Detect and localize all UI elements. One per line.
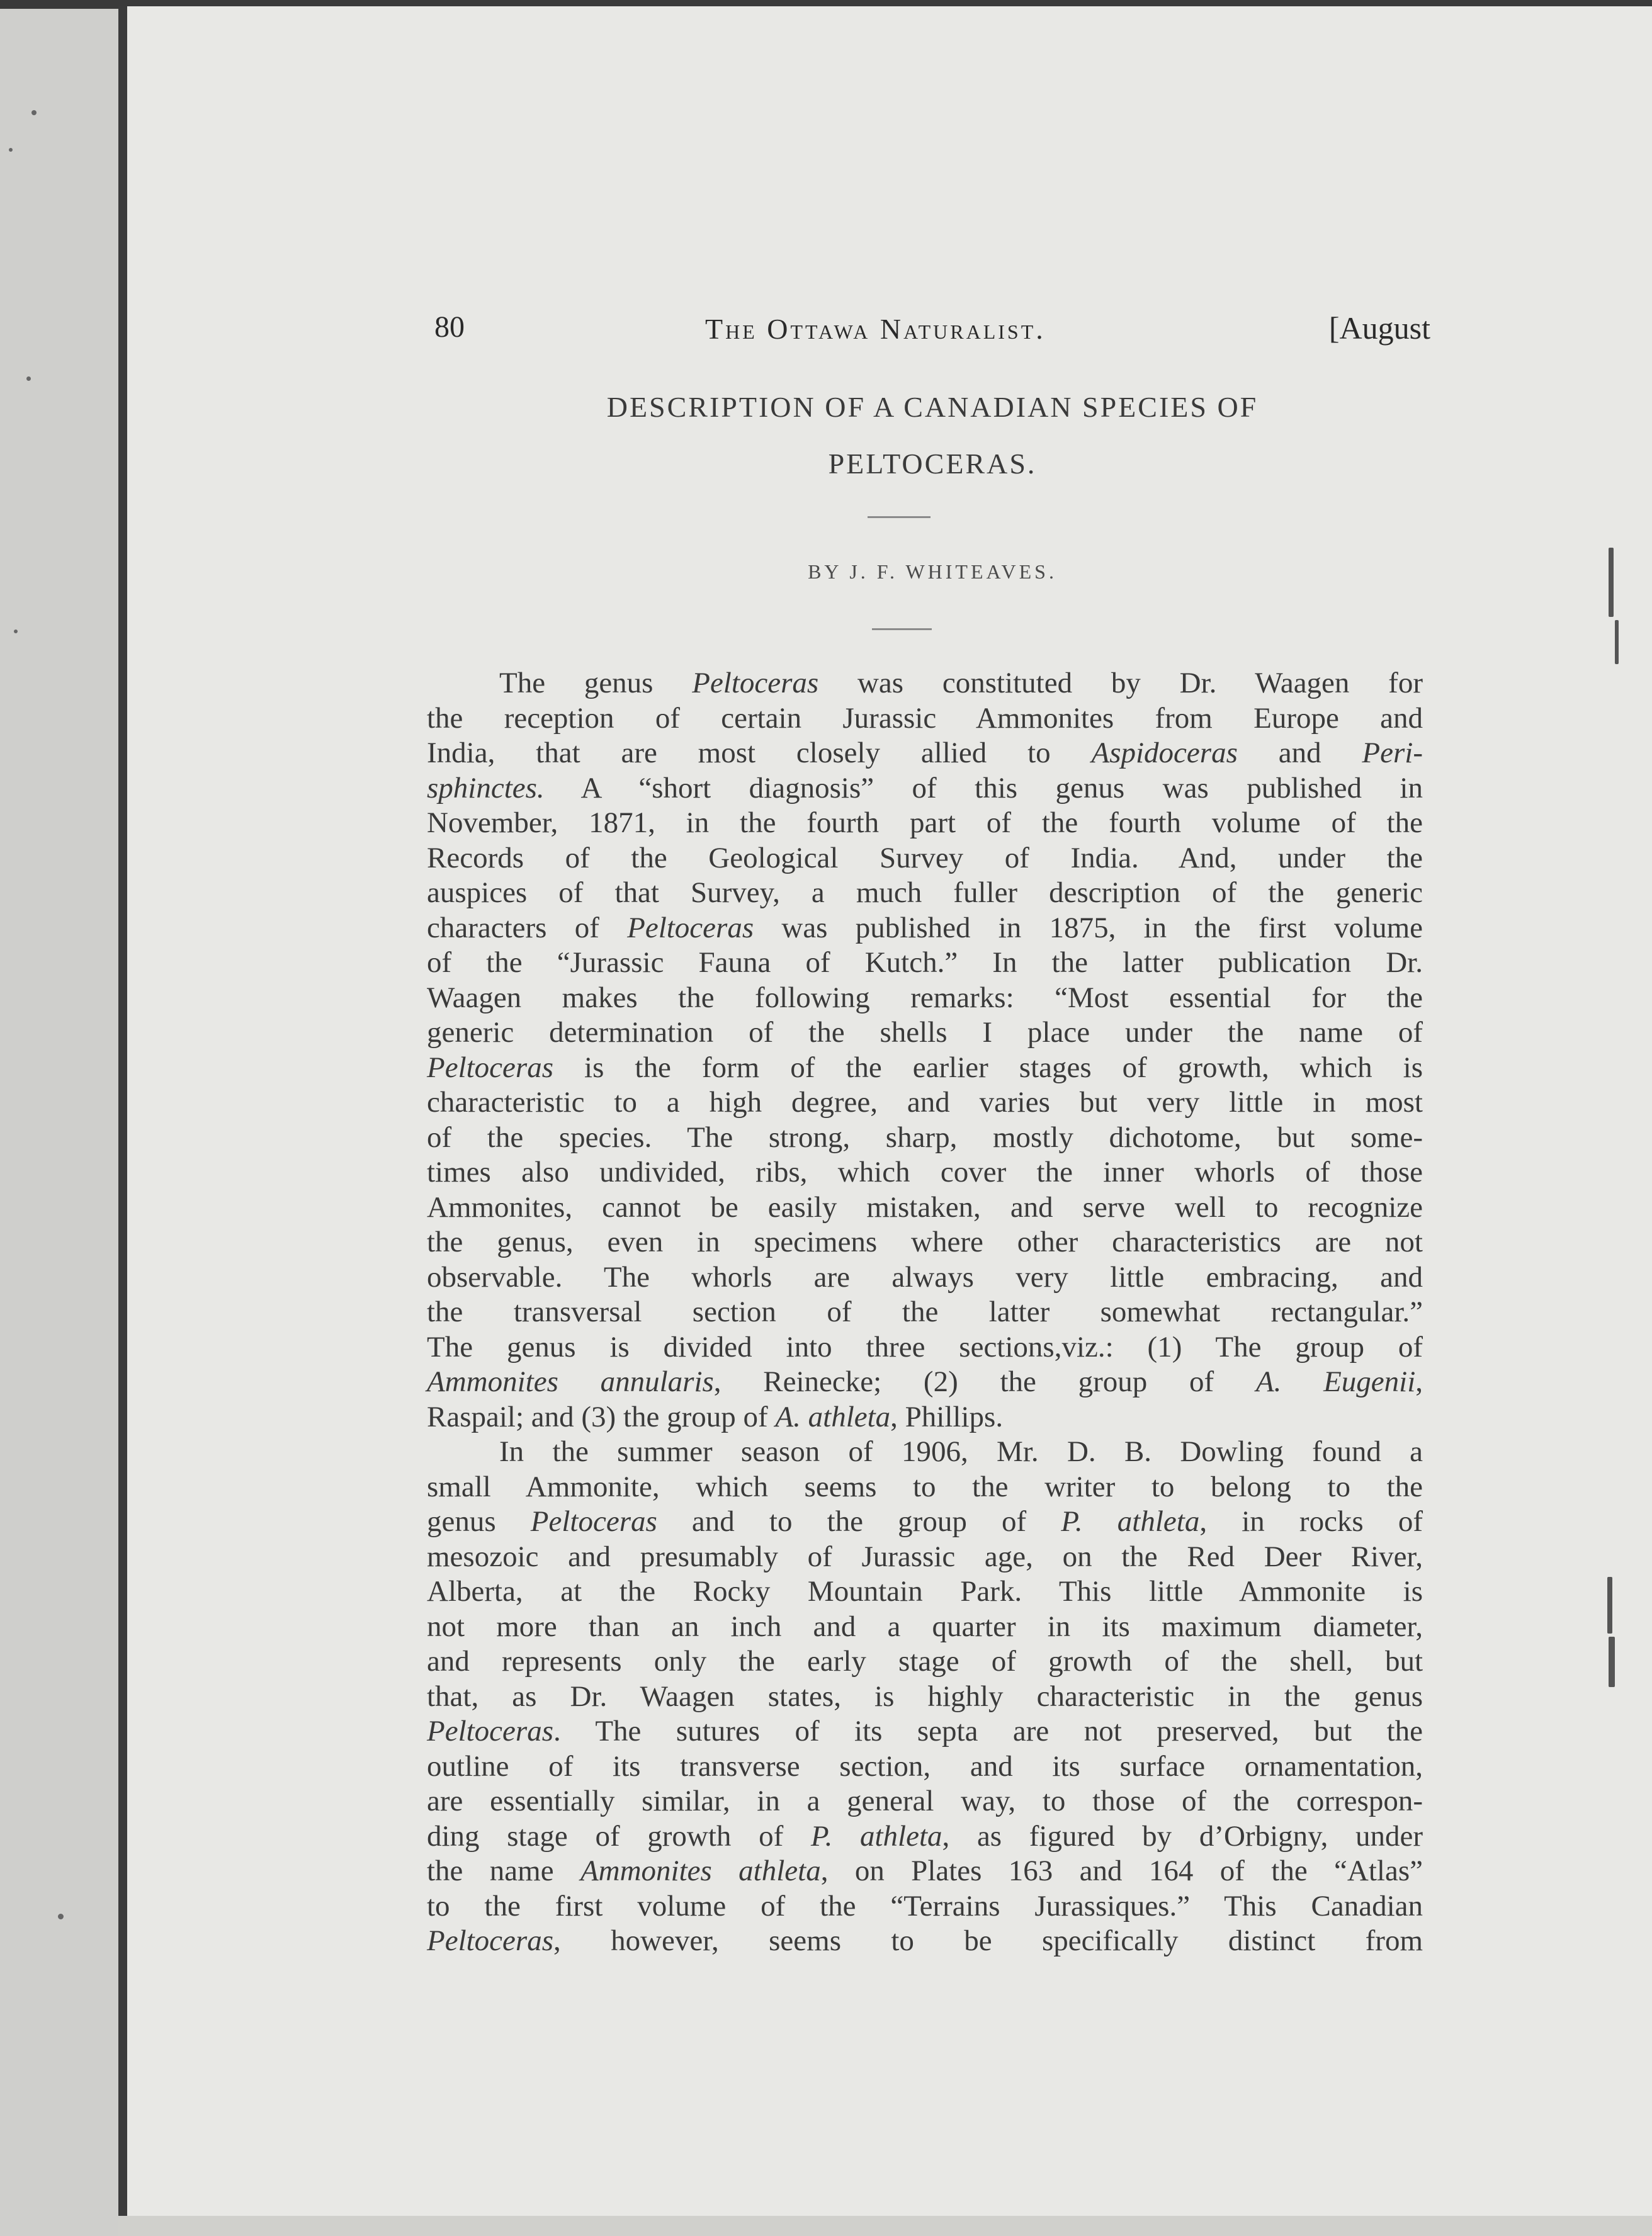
text-segment: of the species. The strong, sharp, mostly dichotome, but some- — [427, 1121, 1423, 1154]
text-line — [427, 1365, 1423, 1400]
page-number: 80 — [434, 310, 465, 344]
scan-background — [0, 0, 118, 2236]
italic-text: Peltoceras — [427, 1715, 553, 1748]
edge-mark — [1609, 548, 1614, 617]
edge-mark — [1615, 620, 1619, 664]
text-segment: was published in 1875, in the first volume — [754, 911, 1423, 944]
text-line — [427, 1610, 1423, 1645]
text-segment: , Phillips. — [890, 1400, 1004, 1433]
text-segment: , — [1415, 1365, 1423, 1398]
text-segment: generic determination of the shells I place under the name of — [427, 1016, 1423, 1049]
text-segment: A “short diagnosis” of this genus was published in — [544, 771, 1423, 805]
text-line — [427, 1225, 1423, 1260]
text-line — [427, 1680, 1423, 1715]
text-line — [427, 1505, 1423, 1540]
text-line — [427, 841, 1423, 876]
text-line — [427, 981, 1423, 1016]
text-line — [427, 806, 1423, 841]
journal-name: The Ottawa Naturalist. — [705, 313, 1046, 345]
text-line — [427, 1644, 1423, 1680]
body-text — [427, 666, 1423, 1959]
italic-text: Peri- — [1362, 737, 1423, 769]
running-head — [434, 310, 1430, 354]
text-segment: The genus — [499, 667, 693, 699]
text-segment: characters of — [427, 911, 628, 944]
text-line — [427, 1295, 1423, 1330]
italic-text: Peltoceras — [530, 1505, 657, 1538]
text-segment: of the “Jurassic Fauna of Kutch.” In the latter publication Dr. — [427, 946, 1423, 979]
text-segment: Records of the Geological Survey of India. And, under the — [427, 841, 1423, 874]
text-segment: not more than an inch and a quarter in its maximum diameter, — [427, 1610, 1423, 1643]
text-line — [427, 1784, 1423, 1819]
text-segment: Raspail; and (3) the group of — [427, 1400, 776, 1433]
dust-speck — [9, 148, 13, 152]
text-line — [427, 1435, 1423, 1470]
text-segment: times also undivided, ribs, which cover the inner whorls of those — [427, 1156, 1423, 1189]
text-line — [427, 666, 1423, 701]
italic-text: Ammonites annularis — [427, 1365, 714, 1398]
text-segment: auspices of that Survey, a much fuller description of the generic — [427, 876, 1423, 909]
edge-mark — [1609, 1637, 1615, 1687]
text-segment: small Ammonite, which seems to the writer to belong to the — [427, 1470, 1423, 1503]
text-segment: November, 1871, in the fourth part of the fourth volume of the — [427, 806, 1423, 839]
dust-speck — [31, 110, 37, 115]
article-title-line: PELTOCERAS. — [828, 448, 1037, 480]
article-title — [434, 379, 1430, 492]
dust-speck — [26, 376, 31, 381]
text-segment: , in rocks of — [1199, 1505, 1423, 1538]
text-segment: The genus is divided into three sections,viz.: (1) The group of — [427, 1330, 1423, 1364]
italic-text: Ammonites athleta — [580, 1855, 821, 1887]
text-segment: that, as Dr. Waagen states, is highly characteristic in the genus — [427, 1680, 1423, 1713]
text-segment: observable. The whorls are always very little embracing, and — [427, 1260, 1423, 1294]
article-title-line: DESCRIPTION OF A CANADIAN SPECIES OF — [606, 391, 1259, 423]
text-line — [427, 1574, 1423, 1610]
text-segment: . The sutures of its septa are not preserved, but the — [553, 1715, 1423, 1748]
text-line — [427, 911, 1423, 946]
text-line — [427, 1121, 1423, 1156]
text-segment: and to the group of — [657, 1505, 1061, 1538]
text-line — [427, 1155, 1423, 1190]
text-segment: , as figured by d’Orbigny, under — [942, 1819, 1423, 1853]
text-line — [427, 1260, 1423, 1296]
italic-text: sphinctes. — [427, 771, 545, 805]
italic-text: Aspidoceras — [1091, 737, 1238, 769]
text-segment: genus — [427, 1505, 531, 1538]
text-line — [427, 1330, 1423, 1365]
text-segment: to the first volume of the “Terrains Jurassiques.” This Canadian — [427, 1889, 1423, 1923]
text-line — [427, 1889, 1423, 1924]
byline: BY J. F. WHITEAVES. — [808, 560, 1057, 583]
text-segment: are essentially similar, in a general way, to those of the correspon- — [427, 1785, 1423, 1817]
italic-text: Peltoceras — [627, 911, 754, 944]
text-segment: outline of its transverse section, and its surface ornamentation, — [427, 1749, 1423, 1783]
text-segment: In the summer season of 1906, Mr. D. B. Dowling found a — [499, 1435, 1423, 1468]
text-segment: was constituted by Dr. Waagen for — [818, 667, 1423, 699]
text-line — [427, 1015, 1423, 1051]
italic-text: A. Eugenii — [1255, 1365, 1416, 1398]
italic-text: P. athleta — [810, 1819, 942, 1853]
issue-month: [August — [1328, 310, 1430, 346]
text-segment: India, that are most closely allied to — [427, 737, 1092, 769]
text-segment: ding stage of growth of — [427, 1819, 811, 1853]
text-segment: the transversal section of the latter somewhat rectangular.” — [427, 1296, 1423, 1328]
text-line — [427, 1540, 1423, 1575]
text-line — [427, 1190, 1423, 1226]
text-segment: Alberta, at the Rocky Mountain Park. This little Ammonite is — [427, 1575, 1423, 1608]
text-line — [427, 1854, 1423, 1889]
text-line — [427, 876, 1423, 911]
text-segment: the genus, even in specimens where other characteristics are not — [427, 1226, 1423, 1258]
page-bottom-edge — [118, 2216, 1652, 2236]
text-line — [427, 701, 1423, 737]
text-line — [427, 1051, 1423, 1086]
text-line — [427, 1714, 1423, 1749]
italic-text: Peltoceras — [692, 667, 819, 699]
text-line — [427, 1400, 1423, 1435]
italic-text: Peltoceras — [427, 1051, 553, 1084]
edge-mark — [1607, 1577, 1612, 1634]
dust-speck — [14, 630, 18, 633]
text-segment: the reception of certain Jurassic Ammonites from Europe and — [427, 701, 1423, 735]
text-line — [427, 1819, 1423, 1855]
text-line — [427, 1470, 1423, 1505]
italic-text: Peltoceras — [427, 1924, 553, 1957]
text-segment: , however, seems to be specifically distinct from — [553, 1924, 1423, 1957]
text-line — [427, 946, 1423, 981]
dust-speck — [58, 1914, 64, 1919]
text-line — [427, 1749, 1423, 1785]
byline-rule — [872, 628, 932, 630]
italic-text: A. athleta — [775, 1400, 891, 1433]
text-segment: is the form of the earlier stages of growth, which is — [553, 1051, 1423, 1084]
text-segment: mesozoic and presumably of Jurassic age, on the Red Deer River, — [427, 1540, 1423, 1573]
text-line — [427, 771, 1423, 806]
text-segment: and represents only the early stage of growth of the shell, but — [427, 1645, 1423, 1678]
text-line — [427, 1085, 1423, 1121]
text-segment: characteristic to a high degree, and varies but very little in most — [427, 1086, 1423, 1119]
italic-text: P. athleta — [1061, 1505, 1200, 1538]
text-line — [427, 736, 1423, 771]
text-segment: Ammonites, cannot be easily mistaken, and serve well to recognize — [427, 1190, 1423, 1224]
text-line — [427, 1924, 1423, 1959]
text-segment: and — [1237, 737, 1362, 769]
text-segment: , on Plates 163 and 164 of the “Atlas” — [820, 1855, 1423, 1887]
text-segment: the name — [427, 1855, 580, 1887]
title-rule — [868, 516, 931, 518]
text-segment: , Reinecke; (2) the group of — [713, 1365, 1256, 1398]
text-segment: Waagen makes the following remarks: “Most essential for the — [427, 981, 1423, 1014]
